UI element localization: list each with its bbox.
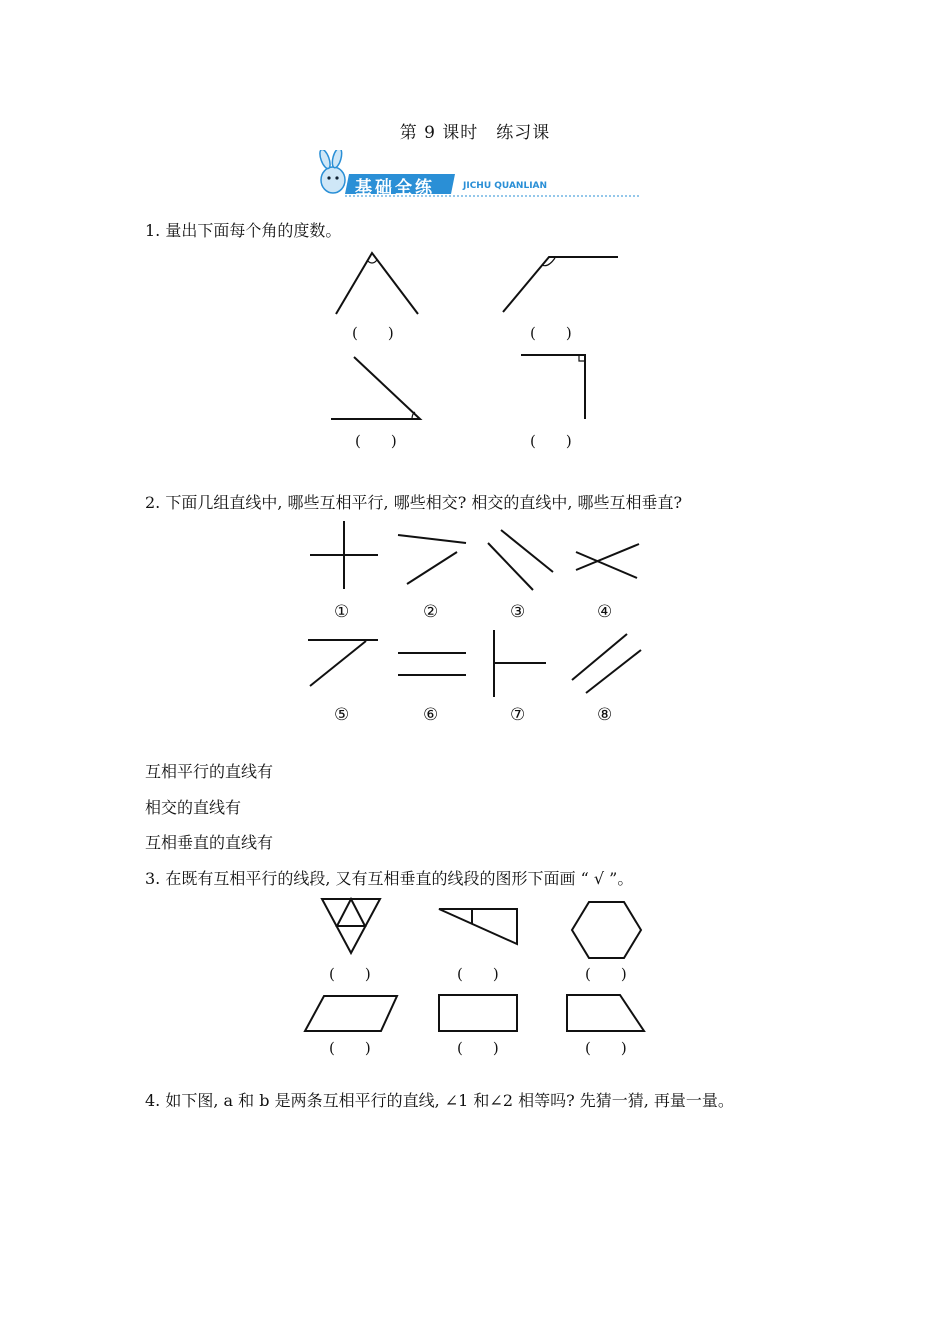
line-label-2: ② — [423, 602, 439, 622]
question-1-prompt: 1. 量出下面每个角的度数。 — [145, 221, 342, 240]
q3-answer-4[interactable]: ( ) — [329, 1039, 371, 1057]
line-label-7: ⑦ — [510, 705, 526, 725]
shape-triangle-subdivided — [322, 899, 380, 953]
fill-parallel: 互相平行的直线有 — [145, 762, 274, 781]
q3-answer-3[interactable]: ( ) — [585, 965, 627, 983]
banner-pinyin: JICHU QUANLIAN — [463, 181, 548, 191]
q3-answer-5[interactable]: ( ) — [457, 1039, 499, 1057]
line-label-1: ① — [334, 602, 350, 622]
shape-right-trapezoid — [567, 995, 644, 1031]
q3-answer-6[interactable]: ( ) — [585, 1039, 627, 1057]
line-label-5: ⑤ — [334, 705, 350, 725]
q3-answer-2[interactable]: ( ) — [457, 965, 499, 983]
q1-answer-1[interactable]: ( ) — [352, 324, 394, 342]
q1-answer-3[interactable]: ( ) — [355, 432, 397, 450]
shape-rectangle — [439, 995, 517, 1031]
question-2-prompt: 2. 下面几组直线中, 哪些互相平行, 哪些相交? 相交的直线中, 哪些互相垂直? — [145, 493, 683, 512]
q1-answer-4[interactable]: ( ) — [530, 432, 572, 450]
fill-perpendicular: 互相垂直的直线有 — [145, 833, 274, 852]
fill-intersect: 相交的直线有 — [145, 798, 242, 817]
line-label-4: ④ — [597, 602, 613, 622]
line-label-3: ③ — [510, 602, 526, 622]
line-label-8: ⑧ — [597, 705, 613, 725]
shape-parallelogram — [305, 996, 397, 1031]
shape-right-trapezoid-split — [439, 909, 517, 944]
line-label-6: ⑥ — [423, 705, 439, 725]
q1-answer-2[interactable]: ( ) — [530, 324, 572, 342]
page-title: 第 9 课时 练习课 — [399, 123, 551, 143]
q3-answer-1[interactable]: ( ) — [329, 965, 371, 983]
banner-title: 基础全练 — [355, 178, 435, 198]
shape-hexagon — [572, 902, 641, 958]
question-4-prompt: 4. 如下图, a 和 b 是两条互相平行的直线, ∠1 和∠2 相等吗? 先猜一猜, 再量一量。 — [145, 1091, 734, 1110]
question-3-prompt: 3. 在既有互相平行的线段, 又有互相垂直的线段的图形下面画 “ √ ”。 — [145, 869, 634, 888]
